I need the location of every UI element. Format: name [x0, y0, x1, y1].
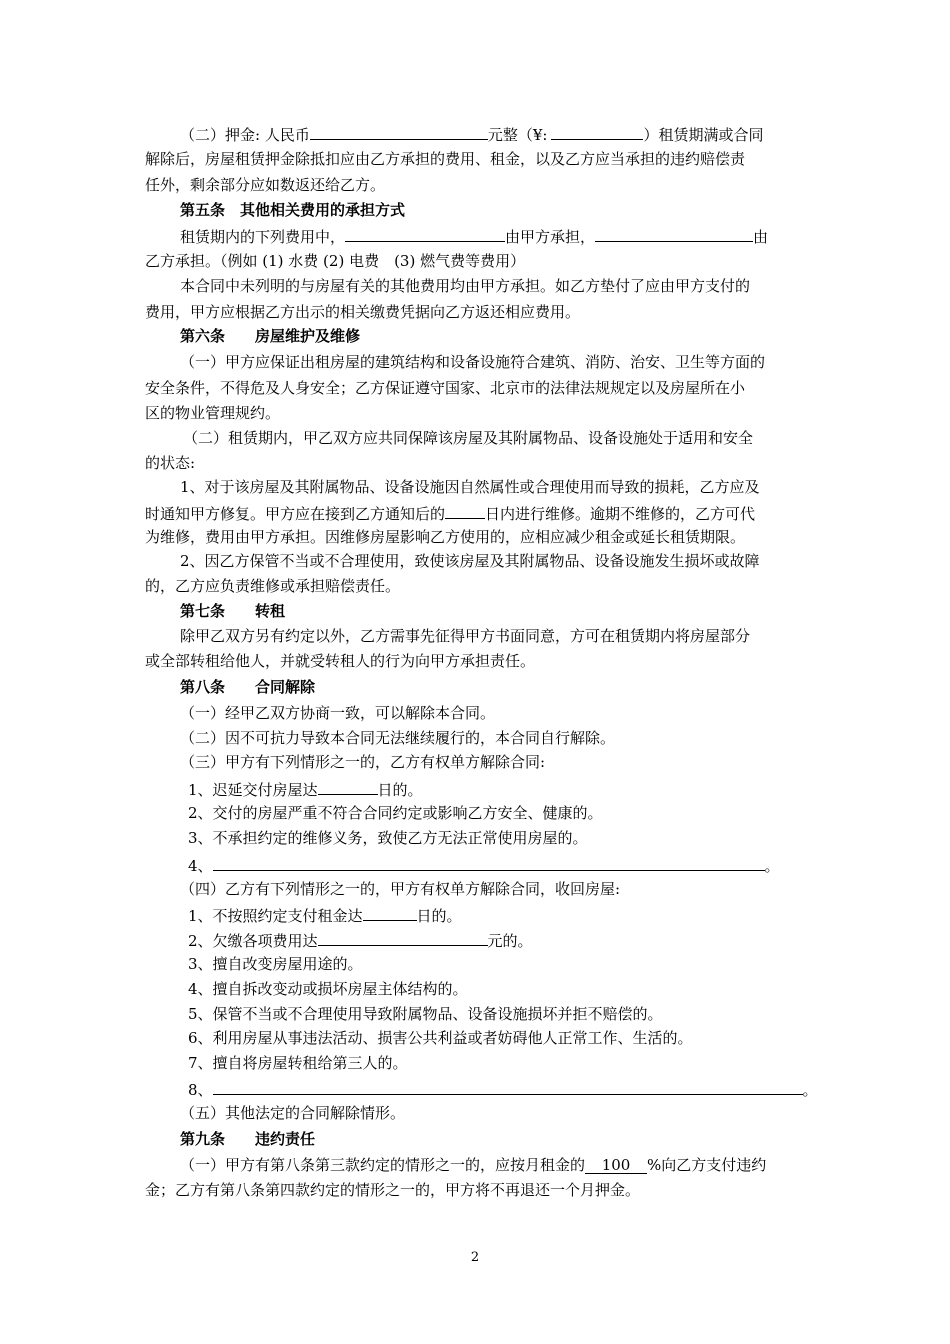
paragraph-line: 区的物业管理规约。 — [145, 404, 281, 422]
paragraph-line: 的状态: — [145, 454, 196, 472]
paragraph-line: 本合同中未列明的与房屋有关的其他费用均由甲方承担。如乙方垫付了应由甲方支付的 — [180, 277, 751, 295]
paragraph-line: （四）乙方有下列情形之一的，甲方有权单方解除合同，收回房屋: — [180, 880, 621, 898]
paragraph-line: 4、擅自拆改变动或损坏房屋主体结构的。 — [188, 980, 468, 998]
paragraph-line: 费用，甲方应根据乙方出示的相关缴费凭据向乙方返还相应费用。 — [145, 303, 581, 321]
party-b-other-tail: 。 — [764, 857, 780, 875]
party-b-other-line — [188, 854, 780, 876]
fees-owed-blank[interactable] — [318, 929, 488, 946]
deposit-unit: 元整（¥: — [487, 126, 548, 144]
paragraph-line: 2、交付的房屋严重不符合合同约定或影响乙方安全、健康的。 — [188, 804, 603, 822]
paragraph-line: （一）甲方应保证出租房屋的建筑结构和设备设施符合建筑、消防、治安、卫生等方面的 — [180, 353, 766, 371]
delay-days-blank[interactable] — [318, 778, 378, 795]
paragraph-line: 的，乙方应负责维修或承担赔偿责任。 — [145, 577, 401, 595]
paragraph-line: 安全条件，不得危及人身安全；乙方保证遵守国家、北京市的法律法规规定以及房屋所在小 — [145, 379, 746, 397]
deposit-label: （二）押金: 人民币 — [180, 126, 310, 144]
paragraph-line: 6、利用房屋从事违法活动、损害公共利益或者妨碍他人正常工作、生活的。 — [188, 1029, 693, 1047]
delay-days-tail: 日的。 — [377, 781, 423, 799]
delay-days-label: 1、迟延交付房屋达 — [188, 781, 318, 799]
fees-owed-line — [188, 929, 533, 951]
paragraph-line: 乙方承担。（例如 (1) 水费 (2) 电费 (3) 燃气费等费用） — [145, 252, 526, 270]
article-5-heading: 第五条 其他相关费用的承担方式 — [180, 201, 406, 219]
penalty-percent-blank[interactable]: 100 — [585, 1157, 647, 1174]
fees-line — [180, 225, 768, 247]
paragraph-line: 3、擅自改变房屋用途的。 — [188, 955, 363, 973]
paragraph-line: （二）租赁期内，甲乙双方应共同保障该房屋及其附属物品、设备设施处于适用和安全 — [183, 429, 754, 447]
paragraph-line: （五）其他法定的合同解除情形。 — [180, 1104, 406, 1122]
paragraph-line: 2、因乙方保管不当或不合理使用，致使该房屋及其附属物品、设备设施发生损坏或故障 — [180, 552, 760, 570]
party-a-fees-blank[interactable] — [345, 225, 505, 242]
repair-days-blank[interactable] — [445, 502, 485, 519]
party-b-other-label: 4、 — [188, 857, 213, 875]
paragraph-line: 3、不承担约定的维修义务，致使乙方无法正常使用房屋的。 — [188, 829, 588, 847]
rent-days-tail: 日的。 — [416, 907, 462, 925]
paragraph-line: 金；乙方有第八条第四款约定的情形之一的，甲方将不再退还一个月押金。 — [145, 1181, 641, 1199]
fees-label: 租赁期内的下列费用中， — [180, 228, 346, 246]
fees-owed-label: 2、欠缴各项费用达 — [188, 932, 318, 950]
fees-party-a-text: 由甲方承担， — [505, 228, 596, 246]
page-number: 2 — [470, 1250, 480, 1265]
rent-days-blank[interactable] — [363, 904, 417, 921]
paragraph-line: 解除后，房屋租赁押金除抵扣应由乙方承担的费用、租金，以及乙方应当承担的违约赔偿责 — [145, 150, 746, 168]
paragraph-line: （二）因不可抗力导致本合同无法继续履行的，本合同自行解除。 — [180, 729, 616, 747]
repair-days-line — [145, 502, 755, 524]
deposit-tail: ）租赁期满或合同 — [643, 126, 764, 144]
article-6-heading: 第六条 房屋维护及维修 — [180, 327, 361, 345]
paragraph-line: 7、擅自将房屋转租给第三人的。 — [188, 1054, 408, 1072]
party-b-other-blank[interactable] — [213, 854, 765, 871]
party-a-other-tail: 。 — [802, 1081, 818, 1099]
party-a-other-label: 8、 — [188, 1081, 213, 1099]
paragraph-line: 任外，剩余部分应如数返还给乙方。 — [145, 176, 386, 194]
delay-days-line — [188, 778, 423, 800]
paragraph-line: （三）甲方有下列情形之一的，乙方有权单方解除合同: — [180, 753, 546, 771]
party-b-fees-blank[interactable] — [595, 225, 753, 242]
deposit-figure-blank[interactable] — [551, 123, 643, 140]
deposit-amount-blank[interactable] — [310, 123, 488, 140]
article-7-heading: 第七条 转租 — [180, 602, 286, 620]
fees-party-b-text: 由 — [753, 228, 769, 246]
paragraph-line: 1、对于该房屋及其附属物品、设备设施因自然属性或合理使用而导致的损耗，乙方应及 — [180, 478, 760, 496]
paragraph-line: 为维修，费用由甲方承担。因维修房屋影响乙方使用的，应相应减少租金或延长租赁期限。 — [145, 528, 746, 546]
fees-owed-tail: 元的。 — [487, 932, 533, 950]
rent-days-label: 1、不按照约定支付租金达 — [188, 907, 363, 925]
penalty-tail: %向乙方支付违约 — [647, 1156, 767, 1174]
repair-days-tail: 日内进行维修。逾期不维修的，乙方可代 — [485, 505, 756, 523]
article-9-heading: 第九条 违约责任 — [180, 1130, 316, 1148]
rent-days-line — [188, 904, 462, 926]
deposit-line — [180, 123, 763, 145]
article-8-heading: 第八条 合同解除 — [180, 678, 316, 696]
paragraph-line: 5、保管不当或不合理使用导致附属物品、设备设施损坏并拒不赔偿的。 — [188, 1005, 663, 1023]
penalty-label: （一）甲方有第八条第三款约定的情形之一的，应按月租金的 — [180, 1156, 586, 1174]
repair-days-label: 时通知甲方修复。甲方应在接到乙方通知后的 — [145, 505, 446, 523]
paragraph-line: 除甲乙双方另有约定以外，乙方需事先征得甲方书面同意，方可在租赁期内将房屋部分 — [180, 627, 751, 645]
paragraph-line: （一）经甲乙双方协商一致，可以解除本合同。 — [180, 704, 496, 722]
party-a-other-line — [188, 1078, 818, 1100]
penalty-line — [180, 1155, 766, 1177]
party-a-other-blank[interactable] — [213, 1078, 803, 1095]
paragraph-line: 或全部转租给他人，并就受转租人的行为向甲方承担责任。 — [145, 652, 536, 670]
